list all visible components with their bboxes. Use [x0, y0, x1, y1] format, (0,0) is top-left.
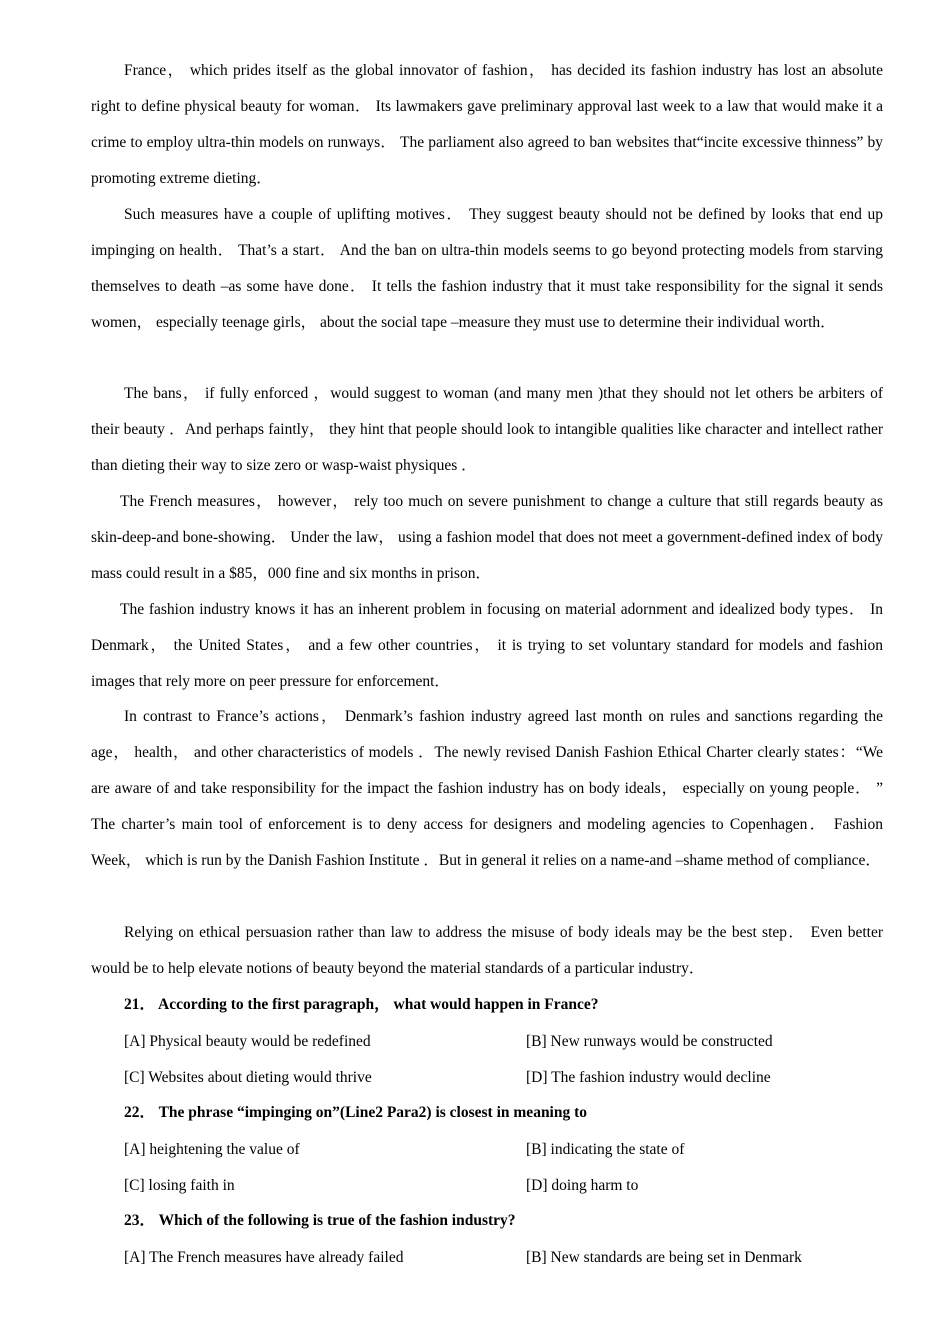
question-22: 22． The phrase “impinging on”(Line2 Para2) is closest in meaning to — [124, 1104, 588, 1121]
option-22-a: [A] heightening the value of — [124, 1141, 300, 1158]
option-21-a: [A] Physical beauty would be redefined — [124, 1033, 371, 1050]
option-22-c: [C] losing faith in — [124, 1177, 235, 1194]
paragraph-4: The French measures， however， rely too much on severe punishment to change a culture that still regards beauty as skin-deep-and bone-showing． Under the law， using a fashion model that does not meet a government-defined index of body mass could result in a $85，000 fine and six months in prison． — [91, 493, 883, 582]
option-22-d: [D] doing harm to — [526, 1177, 639, 1194]
paragraph-5: The fashion industry knows it has an inherent problem in focusing on material adornment and idealized body types． In Denmark， the United States， and a few other countries， it is trying to set voluntary standard for models and fashion images that rely more on peer pressure for enforcement． — [91, 601, 883, 690]
paragraph-6: In contrast to France’s actions， Denmark’s fashion industry agreed last month on rules and sanctions regarding the age， health， and other characteristics of models ．The newly revised Danish Fashion Ethical Charter clearly states：“We are aware of and take responsibility for the impact the fashion industry has on body ideals， especially on young people． ” The charter’s main tool of enforcement is to deny access for designers and modeling agencies to Copenhagen． Fashion Week， which is run by the Danish Fashion Institute ．But in general it relies on a name-and –shame method of compliance． — [91, 708, 883, 869]
option-21-c: [C] Websites about dieting would thrive — [124, 1069, 372, 1086]
paragraph-7: Relying on ethical persuasion rather than law to address the misuse of body ideals may be the best step． Even better would be to help elevate notions of beauty beyond the material standards of a particular industry． — [91, 924, 883, 977]
question-23: 23． Which of the following is true of the fashion industry? — [124, 1212, 516, 1229]
question-21: 21． According to the first paragraph， what would happen in France? — [124, 996, 599, 1013]
option-23-b: [B] New standards are being set in Denmark — [526, 1249, 802, 1266]
option-23-a: [A] The French measures have already failed — [124, 1249, 404, 1266]
paragraph-3: The bans， if fully enforced ，would suggest to woman (and many men )that they should not let others be arbiters of their beauty ．And perhaps faintly， they hint that people should look to intangible qualities like character and intellect rather than dieting their way to size zero or wasp-waist physiques ． — [91, 385, 883, 474]
option-21-d: [D] The fashion industry would decline — [526, 1069, 771, 1086]
option-21-b: [B] New runways would be constructed — [526, 1033, 773, 1050]
option-22-b: [B] indicating the state of — [526, 1141, 685, 1158]
paragraph-1: France， which prides itself as the global innovator of fashion， has decided its fashion industry has lost an absolute right to define physical beauty for woman． Its lawmakers gave preliminary approval last week to a law that would make it a crime to employ ultra-thin models on runways． The parliament also agreed to ban websites that“incite excessive thinness” by promoting extreme dieting． — [91, 62, 883, 187]
paragraph-2: Such measures have a couple of uplifting motives． They suggest beauty should not be defined by looks that end up impinging on health． That’s a start． And the ban on ultra-thin models seems to go beyond protecting models from starving themselves to death –as some have done． It tells the fashion industry that it must take responsibility for the signal it sends women， especially teenage girls， about the social tape –measure they must use to determine their individual worth． — [91, 206, 883, 331]
